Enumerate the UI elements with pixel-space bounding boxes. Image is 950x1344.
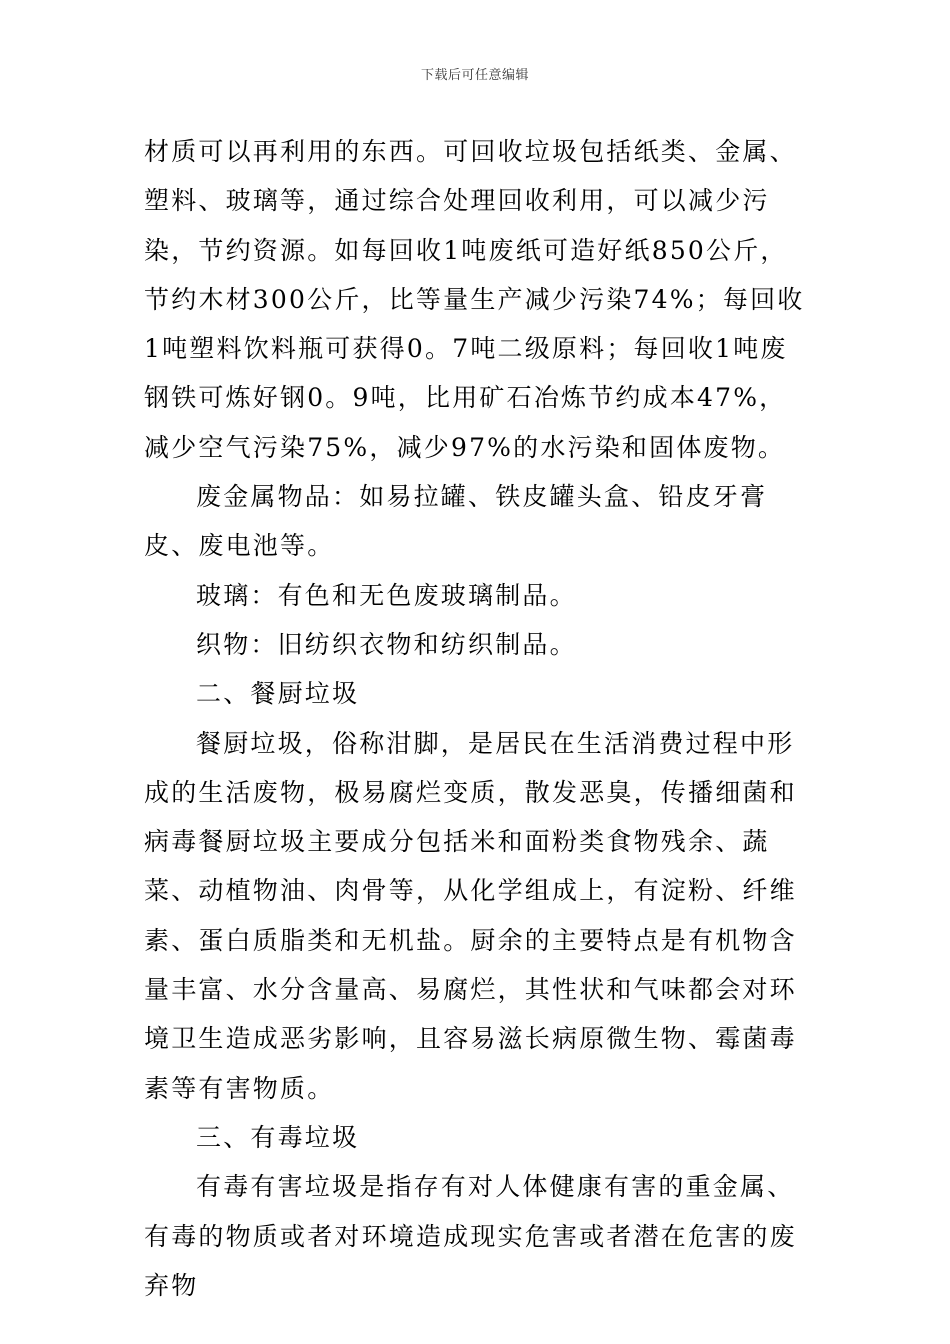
paragraph-recyclables-intro: 材质可以再利用的东西。可回收垃圾包括纸类、金属、塑料、玻璃等，通过综合处理回收利用，可以减少污染，节约资源。如每回收1吨废纸可造好纸850公斤，节约木材300公斤，比等量生产减少污染74%；每回收1吨塑料饮料瓶可获得0。7吨二级原料；每回收1吨废钢铁可炼好钢0。9吨，比用矿石冶炼节约成本47%，减少空气污染75%，减少97%的水污染和固体废物。 bbox=[144, 137, 805, 462]
paragraph-metal: 废金属物品：如易拉罐、铁皮罐头盒、铅皮牙膏皮、废电池等。 bbox=[144, 482, 768, 561]
section-heading-kitchen-waste: 二、餐厨垃圾 bbox=[196, 679, 360, 709]
paragraph-kitchen-waste: 餐厨垃圾，俗称泔脚，是居民在生活消费过程中形成的生活废物，极易腐烂变质，散发恶臭，传播细菌和病毒餐厨垃圾主要成分包括米和面粉类食物残余、蔬菜、动植物油、肉骨等，从化学组成上，有淀粉、纤维素、蛋白质脂类和无机盐。厨余的主要特点是有机物含量丰富、水分含量高、易腐烂，其性状和气味都会对环境卫生造成恶劣影响，且容易滋长病原微生物、霉菌毒素等有害物质。 bbox=[144, 728, 797, 1103]
body-text bbox=[144, 127, 808, 1310]
section-heading-toxic-waste: 三、有毒垃圾 bbox=[196, 1122, 360, 1152]
page-header: 下载后可任意编辑 bbox=[420, 68, 529, 83]
paragraph-glass: 玻璃：有色和无色废玻璃制品。 bbox=[196, 580, 577, 610]
paragraph-textile: 织物：旧纺织衣物和纺织制品。 bbox=[196, 629, 577, 659]
paragraph-toxic-waste: 有毒有害垃圾是指存有对人体健康有害的重金属、有毒的物质或者对环境造成现实危害或者潜在危害的废弃物 bbox=[144, 1172, 797, 1300]
